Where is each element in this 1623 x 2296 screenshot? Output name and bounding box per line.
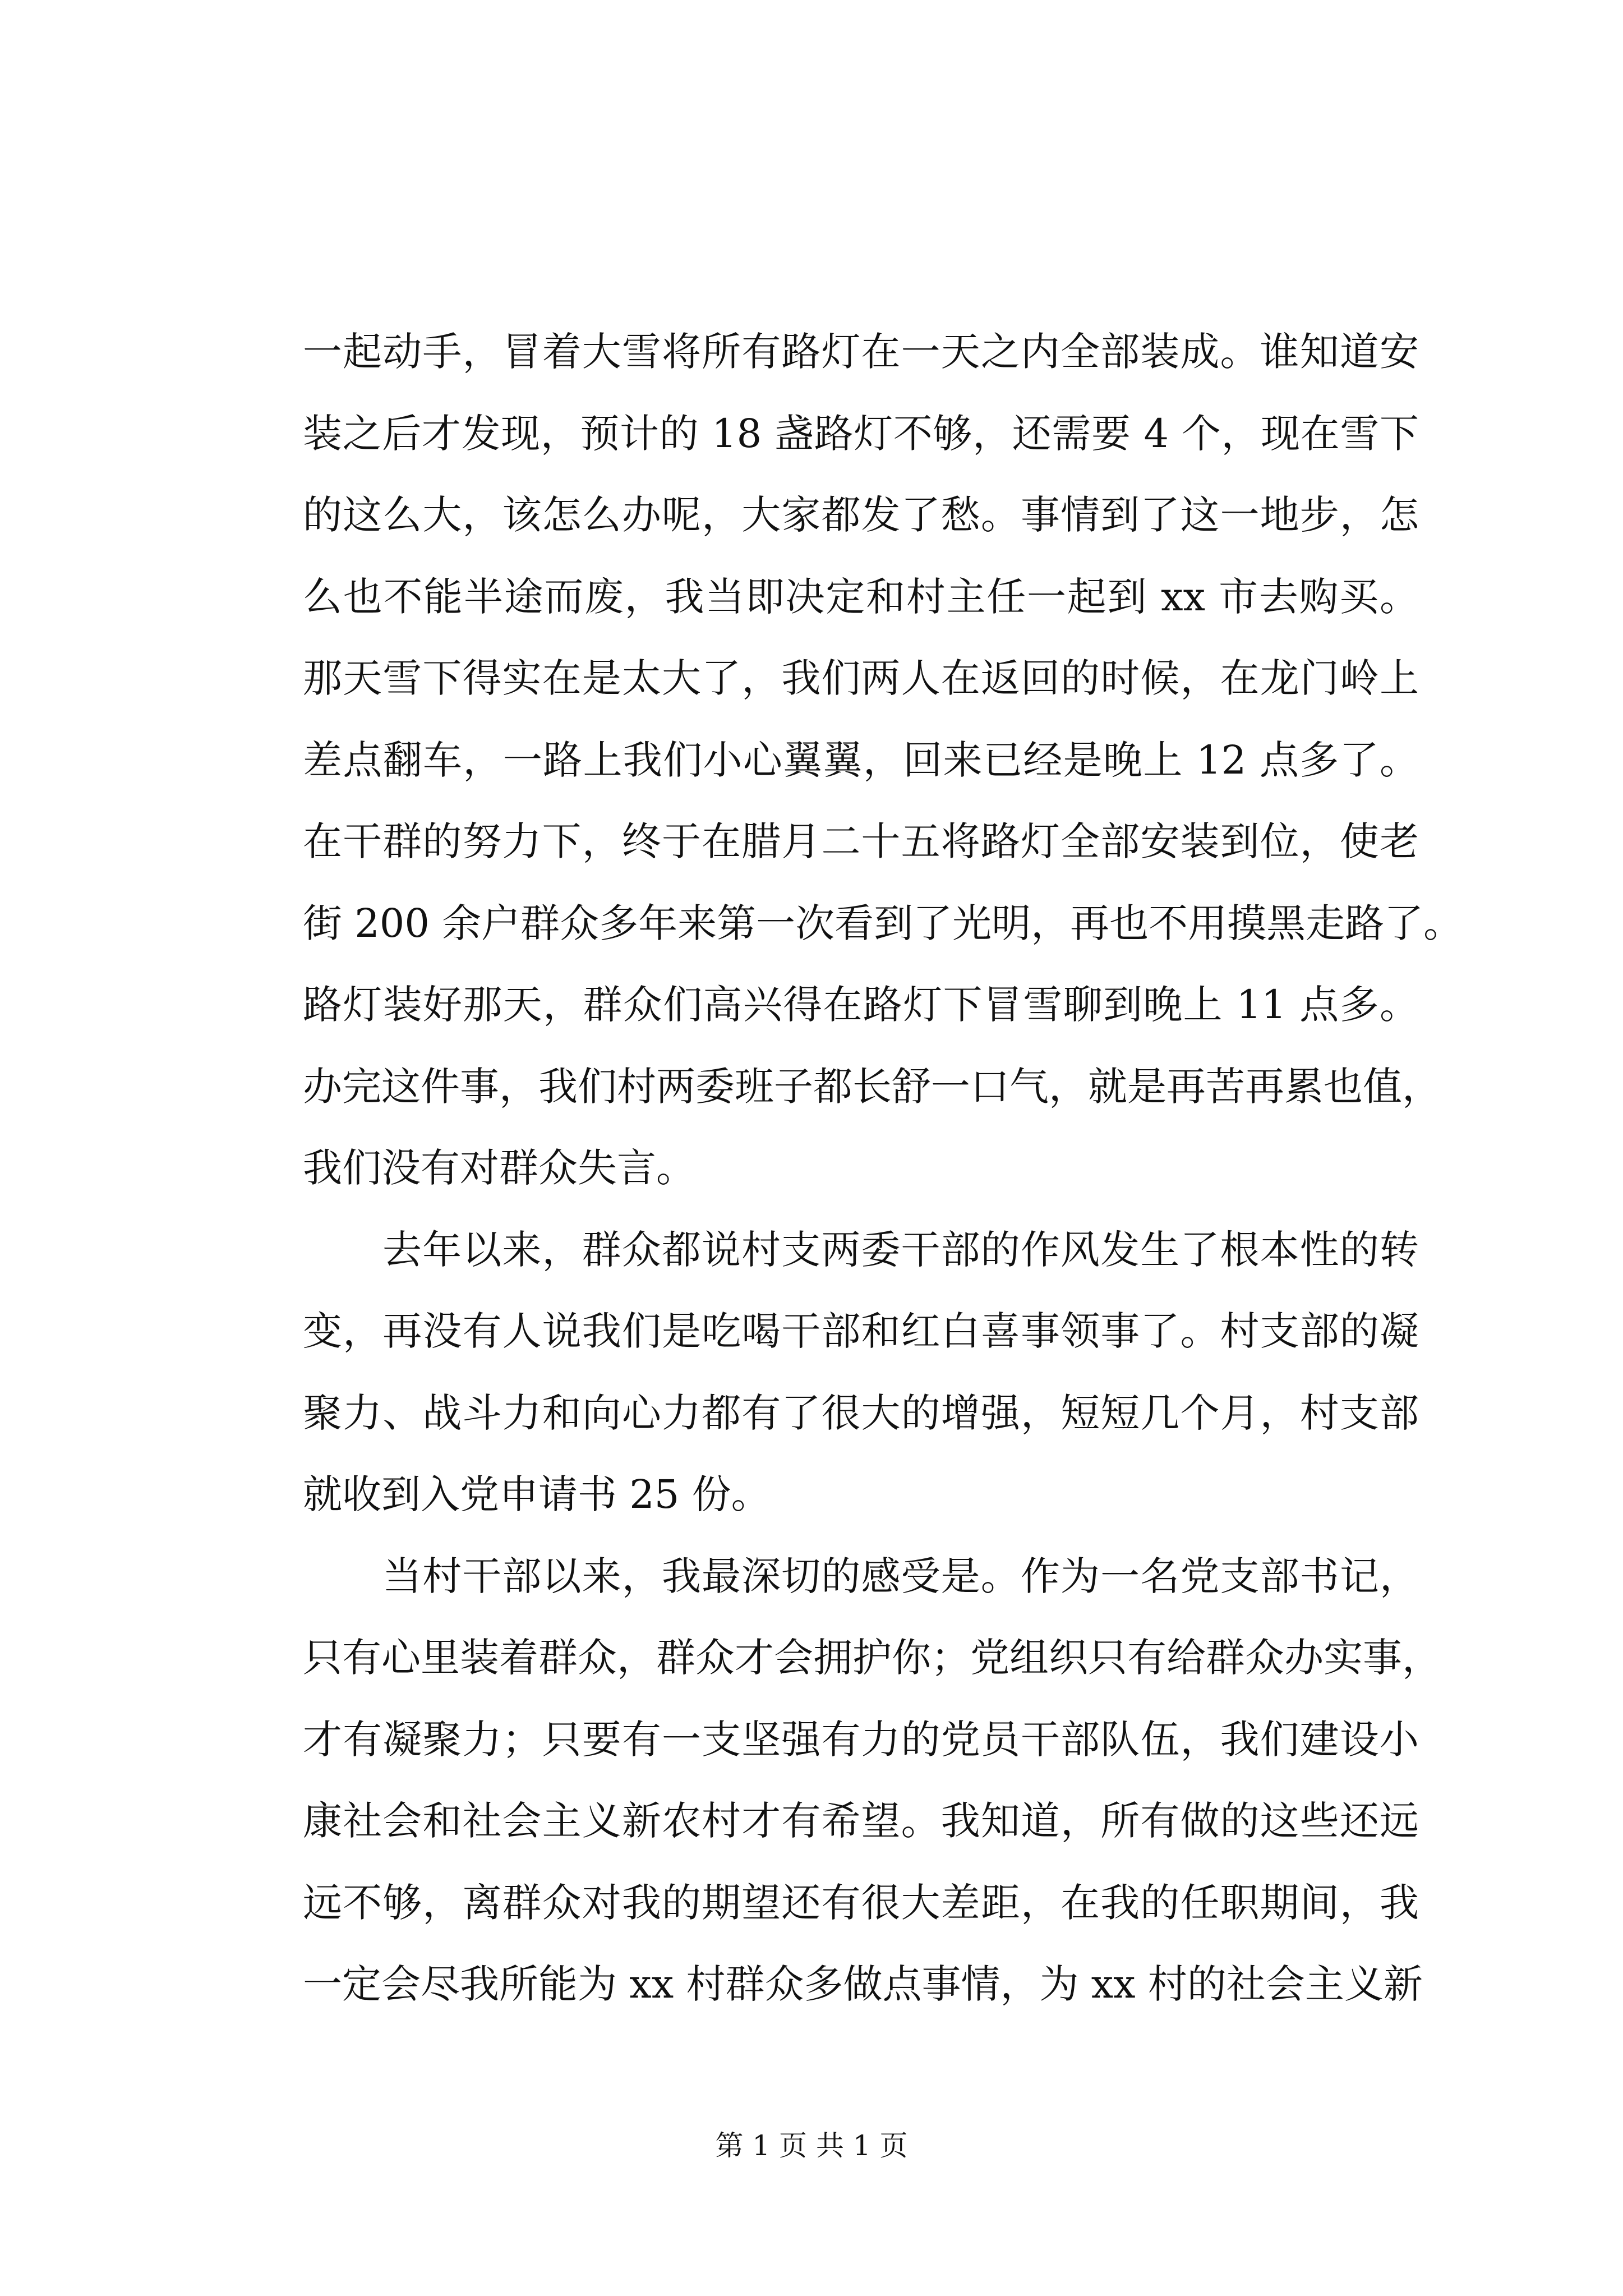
text-line: 去年以来，群众都说村支两委干部的作风发生了根本性的转: [382, 1226, 1419, 1273]
document-body: [303, 311, 1463, 2026]
text-line: 一起动手，冒着大雪将所有路灯在一天之内全部装成。谁知道安: [303, 329, 1419, 375]
text-line: 当村干部以来，我最深切的感受是。作为一名党支部书记，: [382, 1553, 1419, 1599]
text-line: 聚力、战斗力和向心力都有了很大的增强，短短几个月，村支部: [303, 1389, 1419, 1436]
text-line: 路灯装好那天，群众们高兴得在路灯下冒雪聊到晚上 11 点多。: [303, 982, 1419, 1028]
paragraph-3: [303, 1536, 1441, 2026]
text-line: 差点翻车，一路上我们小心翼翼，回来已经是晚上 12 点多了。: [303, 737, 1419, 783]
text-line: 么也不能半途而废，我当即决定和村主任一起到 xx 市去购买。: [303, 573, 1419, 620]
text-line: 在干群的努力下，终于在腊月二十五将路灯全部安装到位，使老: [303, 818, 1419, 864]
text-line: 一定会尽我所能为 xx 村群众多做点事情，为 xx 村的社会主义新: [303, 1961, 1423, 2007]
text-line: 的这么大，该怎么办呢，大家都发了愁。事情到了这一地步，怎: [303, 492, 1419, 538]
text-line: 就收到入党申请书 25 份。: [303, 1471, 771, 1517]
text-line: 办完这件事，我们村两委班子都长舒一口气，就是再苦再累也值，: [303, 1063, 1441, 1110]
text-line: 街 200 余户群众多年来第一次看到了光明，再也不用摸黑走路了。: [303, 900, 1463, 946]
paragraph-2: [303, 1209, 1419, 1536]
page-number-label: 第 1 页 共 1 页: [715, 2129, 908, 2162]
page-footer: [0, 2129, 1623, 2162]
text-line: 远不够，离群众对我的期望还有很大差距，在我的任职期间，我: [303, 1879, 1419, 1926]
text-line: 装之后才发现，预计的 18 盏路灯不够，还需要 4 个，现在雪下: [303, 410, 1419, 457]
text-line: 那天雪下得实在是太大了，我们两人在返回的时候，在龙门岭上: [303, 655, 1419, 701]
text-line: 康社会和社会主义新农村才有希望。我知道，所有做的这些还远: [303, 1798, 1419, 1844]
text-line: 变，再没有人说我们是吃喝干部和红白喜事领事了。村支部的凝: [303, 1308, 1419, 1354]
text-line: 我们没有对群众失言。: [303, 1145, 695, 1191]
paragraph-1: [303, 311, 1463, 1209]
text-line: 才有凝聚力；只要有一支坚强有力的党员干部队伍，我们建设小: [303, 1716, 1419, 1763]
text-line: 只有心里装着群众，群众才会拥护你；党组织只有给群众办实事，: [303, 1635, 1441, 1681]
